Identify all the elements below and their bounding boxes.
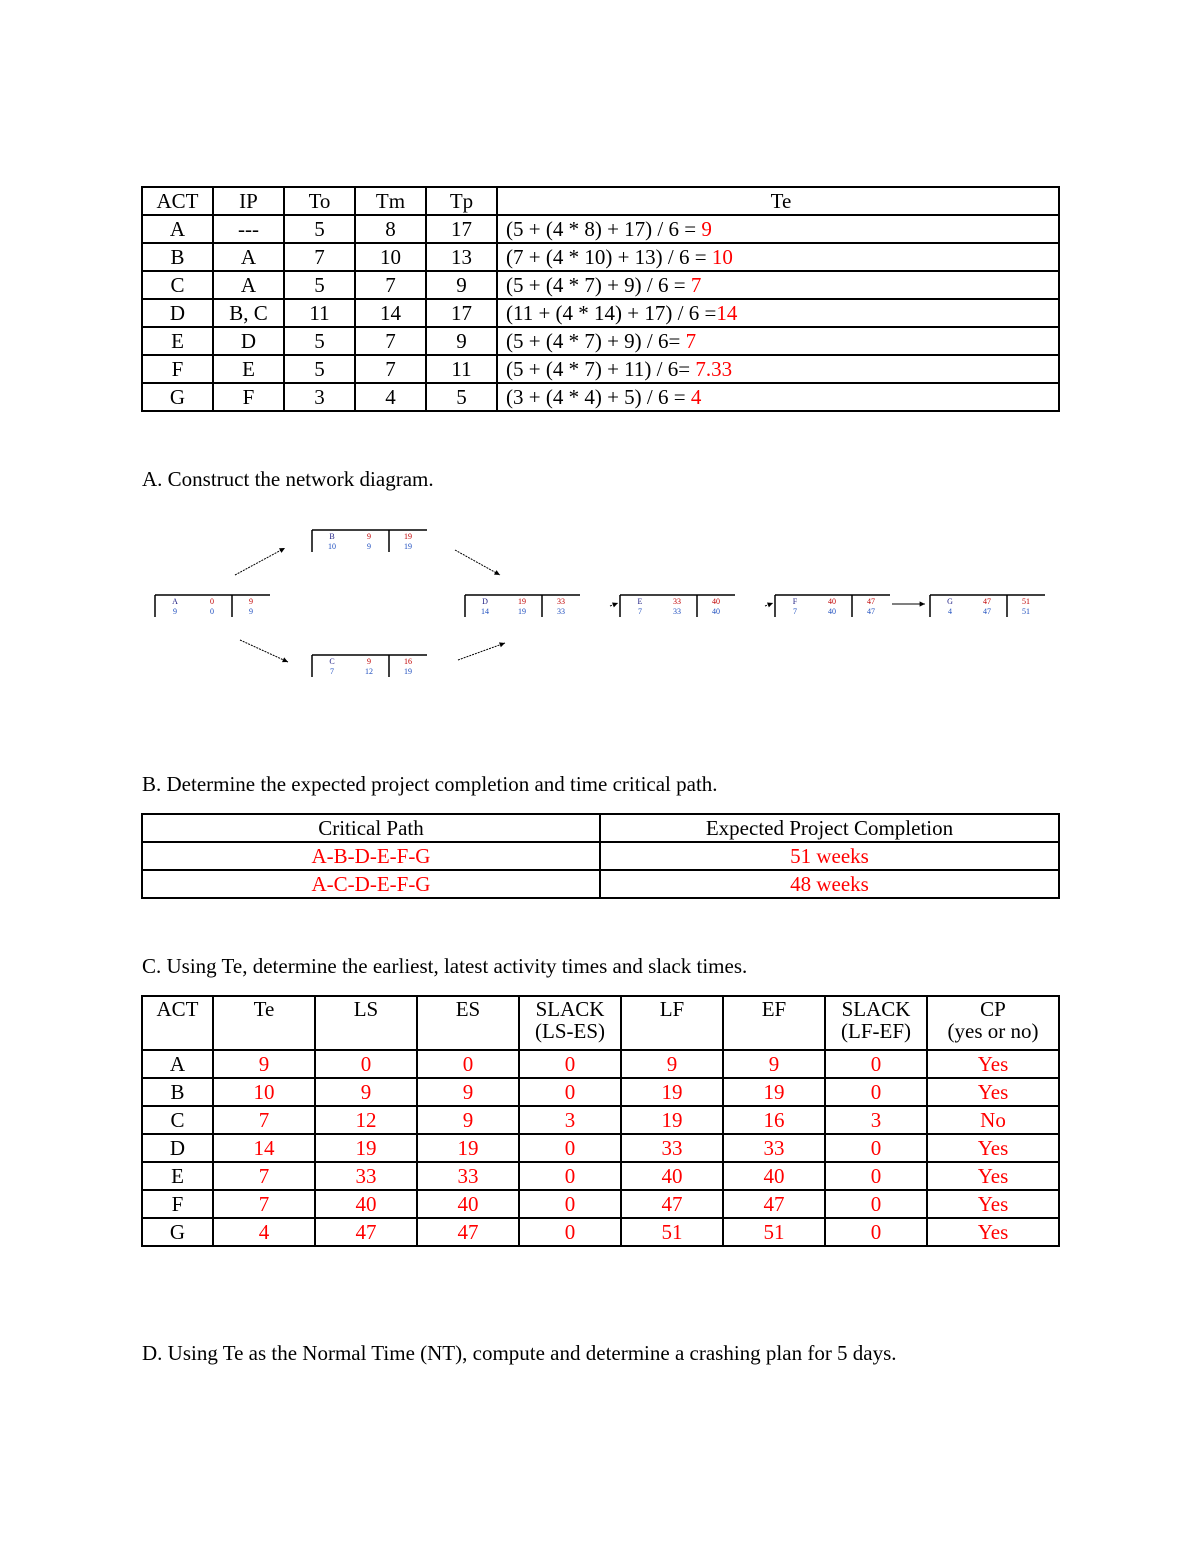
cell-tm: 14 (355, 299, 426, 327)
table-row (142, 355, 1059, 383)
cell-act: G (142, 1218, 213, 1246)
node-f-te: 7 (793, 607, 797, 616)
cell-lf: 47 (621, 1190, 723, 1218)
cell-te (497, 327, 1059, 355)
question-a: A. Construct the network diagram. (142, 467, 434, 491)
arrow-a-b (235, 548, 285, 575)
node-d-activity: D (482, 597, 488, 606)
cell-critical-path: A-C-D-E-F-G (142, 870, 600, 898)
table-row (142, 383, 1059, 411)
node-c-ls: 12 (365, 667, 373, 676)
cell-s2: 3 (825, 1106, 927, 1134)
cell-act: D (142, 1134, 213, 1162)
node-d-lf: 33 (557, 607, 565, 616)
header-slack-ls-es (519, 996, 621, 1050)
cell-s1: 0 (519, 1218, 621, 1246)
cell-te (497, 243, 1059, 271)
arrow-b-d (455, 550, 500, 575)
cell-s1: 0 (519, 1134, 621, 1162)
header-expected-completion: Expected Project Completion (600, 814, 1059, 842)
cell-s1: 0 (519, 1162, 621, 1190)
header-slack-label: SLACK (535, 997, 605, 1021)
cell-act: G (142, 383, 213, 411)
cell-s1: 0 (519, 1190, 621, 1218)
table-row (142, 1190, 1059, 1218)
cell-es: 0 (417, 1050, 519, 1078)
node-g-activity: G (947, 597, 953, 606)
cell-to: 3 (284, 383, 355, 411)
node-b-te: 10 (328, 542, 336, 551)
header-lf: LF (621, 996, 723, 1050)
cell-completion: 48 weeks (600, 870, 1059, 898)
cell-lf: 19 (621, 1106, 723, 1134)
arrow-f-g-head (920, 601, 925, 606)
cell-te (497, 215, 1059, 243)
cell-act: D (142, 299, 213, 327)
node-d-es: 19 (518, 597, 526, 606)
arrow-c-d (458, 643, 505, 660)
cell-te (497, 299, 1059, 327)
node-g-es: 47 (983, 597, 991, 606)
cell-tp: 17 (426, 299, 497, 327)
node-g-lf: 51 (1022, 607, 1030, 616)
cell-ip: B, C (213, 299, 284, 327)
table-row (142, 1162, 1059, 1190)
header-te: Te (497, 187, 1059, 215)
te-result: 10 (711, 245, 733, 269)
header-slack-formula: (LS-ES) (535, 1019, 605, 1043)
cell-ip: D (213, 327, 284, 355)
node-a-ef: 9 (249, 597, 253, 606)
cell-lf: 51 (621, 1218, 723, 1246)
cell-es: 33 (417, 1162, 519, 1190)
cell-tp: 9 (426, 327, 497, 355)
cell-s2: 0 (825, 1078, 927, 1106)
node-g-te: 4 (948, 607, 952, 616)
node-b-ef: 19 (404, 532, 412, 541)
header-ls: LS (315, 996, 417, 1050)
cell-s2: 0 (825, 1134, 927, 1162)
node-e-es: 33 (673, 597, 681, 606)
cell-lf: 9 (621, 1050, 723, 1078)
cell-ls: 40 (315, 1190, 417, 1218)
cell-te: 9 (213, 1050, 315, 1078)
node-g-ls: 47 (983, 607, 991, 616)
cell-ef: 16 (723, 1106, 825, 1134)
cell-te: 7 (213, 1190, 315, 1218)
cell-to: 5 (284, 215, 355, 243)
te-formula: (11 + (4 * 14) + 17) / 6 = (506, 301, 717, 325)
cell-cp: Yes (927, 1078, 1059, 1106)
table-row (142, 1218, 1059, 1246)
node-a-te: 9 (173, 607, 177, 616)
header-es: ES (417, 996, 519, 1050)
node-f-activity: F (792, 597, 798, 606)
node-c-lf: 19 (404, 667, 412, 676)
activity-times-table (141, 186, 1060, 412)
header-to: To (284, 187, 355, 215)
header-tm: Tm (355, 187, 426, 215)
cell-tm: 8 (355, 215, 426, 243)
table-row (142, 243, 1059, 271)
cell-cp: Yes (927, 1190, 1059, 1218)
arrow-a-c-head (282, 657, 288, 662)
cell-tp: 5 (426, 383, 497, 411)
cell-act: C (142, 1106, 213, 1134)
node-f-es: 40 (828, 597, 836, 606)
cell-ls: 19 (315, 1134, 417, 1162)
cell-act: A (142, 215, 213, 243)
table-row (142, 299, 1059, 327)
node-f-ls: 40 (828, 607, 836, 616)
cell-to: 5 (284, 271, 355, 299)
arrow-a-c (240, 640, 288, 662)
te-result: 4 (690, 385, 702, 409)
node-c-es: 9 (367, 657, 371, 666)
te-result: 14 (716, 301, 738, 325)
cell-ef: 19 (723, 1078, 825, 1106)
table-header-row (142, 187, 1059, 215)
cell-act: B (142, 243, 213, 271)
network-diagram (140, 515, 1060, 705)
cell-critical-path: A-B-D-E-F-G (142, 842, 600, 870)
table-header-row (142, 996, 1059, 1050)
node-e-activity: E (637, 597, 643, 606)
te-formula: (5 + (4 * 8) + 17) / 6 = (506, 217, 702, 241)
node-e-ls: 33 (673, 607, 681, 616)
node-b-ls: 9 (367, 542, 371, 551)
node-d-ls: 19 (518, 607, 526, 616)
cell-tp: 17 (426, 215, 497, 243)
table-row (142, 842, 1059, 870)
cell-ef: 33 (723, 1134, 825, 1162)
header-cp-label: CP (980, 997, 1006, 1021)
cell-act: C (142, 271, 213, 299)
cell-act: E (142, 327, 213, 355)
header-critical-path: Critical Path (142, 814, 600, 842)
cell-s2: 0 (825, 1050, 927, 1078)
cell-ls: 0 (315, 1050, 417, 1078)
node-f-lf: 47 (867, 607, 875, 616)
node-a-lf: 9 (249, 607, 253, 616)
table-row (142, 1050, 1059, 1078)
cell-cp: Yes (927, 1134, 1059, 1162)
node-e-te: 7 (638, 607, 642, 616)
cell-tp: 9 (426, 271, 497, 299)
cell-ip: A (213, 271, 284, 299)
cell-ip: E (213, 355, 284, 383)
activity-times-slack-table (141, 995, 1060, 1247)
te-result: 7 (690, 273, 702, 297)
table-row (142, 327, 1059, 355)
cell-lf: 19 (621, 1078, 723, 1106)
header-cp-hint: (yes or no) (947, 1019, 1039, 1043)
cell-s2: 0 (825, 1162, 927, 1190)
node-g-ef: 51 (1022, 597, 1030, 606)
cell-ls: 12 (315, 1106, 417, 1134)
critical-path-table (141, 813, 1060, 899)
te-result: 7.33 (695, 357, 733, 381)
cell-te: 10 (213, 1078, 315, 1106)
node-b-activity: B (329, 532, 335, 541)
cell-ip: A (213, 243, 284, 271)
header-slack-formula: (LF-EF) (841, 1019, 911, 1043)
cell-cp: Yes (927, 1218, 1059, 1246)
te-formula: (7 + (4 * 10) + 13) / 6 = (506, 245, 712, 269)
cell-lf: 40 (621, 1162, 723, 1190)
table-row (142, 271, 1059, 299)
cell-cp: Yes (927, 1050, 1059, 1078)
node-e-ef: 40 (712, 597, 720, 606)
cell-te: 14 (213, 1134, 315, 1162)
node-a-es: 0 (210, 597, 214, 606)
header-act: ACT (142, 996, 213, 1050)
cell-act: F (142, 355, 213, 383)
table-row (142, 1078, 1059, 1106)
cell-cp: No (927, 1106, 1059, 1134)
te-formula: (5 + (4 * 7) + 11) / 6= (506, 357, 696, 381)
cell-ef: 40 (723, 1162, 825, 1190)
cell-ip: F (213, 383, 284, 411)
cell-ls: 47 (315, 1218, 417, 1246)
cell-ls: 33 (315, 1162, 417, 1190)
cell-lf: 33 (621, 1134, 723, 1162)
te-formula: (3 + (4 * 4) + 5) / 6 = (506, 385, 691, 409)
cell-es: 9 (417, 1106, 519, 1134)
cell-ef: 47 (723, 1190, 825, 1218)
cell-tm: 10 (355, 243, 426, 271)
cell-s1: 0 (519, 1078, 621, 1106)
node-a-activity: A (172, 597, 178, 606)
table-header-row (142, 814, 1059, 842)
question-d: D. Using Te as the Normal Time (NT), compute and determine a crashing plan for 5 days. (142, 1341, 897, 1365)
cell-ef: 9 (723, 1050, 825, 1078)
header-slack-label: SLACK (841, 997, 911, 1021)
cell-es: 19 (417, 1134, 519, 1162)
cell-act: F (142, 1190, 213, 1218)
te-formula: (5 + (4 * 7) + 9) / 6= (506, 329, 686, 353)
header-cp (927, 996, 1059, 1050)
cell-es: 47 (417, 1218, 519, 1246)
header-ip: IP (213, 187, 284, 215)
cell-completion: 51 weeks (600, 842, 1059, 870)
cell-to: 11 (284, 299, 355, 327)
node-b-es: 9 (367, 532, 371, 541)
cell-te: 7 (213, 1162, 315, 1190)
cell-ls: 9 (315, 1078, 417, 1106)
cell-tm: 7 (355, 327, 426, 355)
cell-te (497, 355, 1059, 383)
te-result: 7 (685, 329, 697, 353)
node-f-ef: 47 (867, 597, 875, 606)
cell-to: 5 (284, 355, 355, 383)
node-c-ef: 16 (404, 657, 412, 666)
cell-s1: 0 (519, 1050, 621, 1078)
node-d-ef: 33 (557, 597, 565, 606)
node-c-te: 7 (330, 667, 334, 676)
te-formula: (5 + (4 * 7) + 9) / 6 = (506, 273, 691, 297)
cell-act: B (142, 1078, 213, 1106)
table-row (142, 1134, 1059, 1162)
cell-tm: 4 (355, 383, 426, 411)
te-result: 9 (701, 217, 712, 241)
header-tp: Tp (426, 187, 497, 215)
cell-to: 7 (284, 243, 355, 271)
cell-to: 5 (284, 327, 355, 355)
cell-cp: Yes (927, 1162, 1059, 1190)
cell-ip: --- (213, 215, 284, 243)
table-row (142, 215, 1059, 243)
cell-te: 7 (213, 1106, 315, 1134)
node-e-lf: 40 (712, 607, 720, 616)
question-c: C. Using Te, determine the earliest, latest activity times and slack times. (142, 954, 748, 978)
node-d-te: 14 (481, 607, 489, 616)
cell-tm: 7 (355, 355, 426, 383)
cell-ef: 51 (723, 1218, 825, 1246)
cell-s2: 0 (825, 1190, 927, 1218)
question-b: B. Determine the expected project completion and time critical path. (142, 772, 718, 796)
header-act: ACT (142, 187, 213, 215)
cell-tm: 7 (355, 271, 426, 299)
cell-tp: 13 (426, 243, 497, 271)
cell-es: 9 (417, 1078, 519, 1106)
arrow-c-d-head (499, 642, 505, 647)
header-te: Te (213, 996, 315, 1050)
node-c-activity: C (329, 657, 335, 666)
cell-te (497, 271, 1059, 299)
header-ef: EF (723, 996, 825, 1050)
cell-te (497, 383, 1059, 411)
cell-act: A (142, 1050, 213, 1078)
cell-te: 4 (213, 1218, 315, 1246)
cell-act: E (142, 1162, 213, 1190)
table-row (142, 1106, 1059, 1134)
node-a-ls: 0 (210, 607, 214, 616)
table-row (142, 870, 1059, 898)
node-b-lf: 19 (404, 542, 412, 551)
cell-s2: 0 (825, 1218, 927, 1246)
cell-tp: 11 (426, 355, 497, 383)
cell-es: 40 (417, 1190, 519, 1218)
cell-s1: 3 (519, 1106, 621, 1134)
header-slack-lf-ef (825, 996, 927, 1050)
